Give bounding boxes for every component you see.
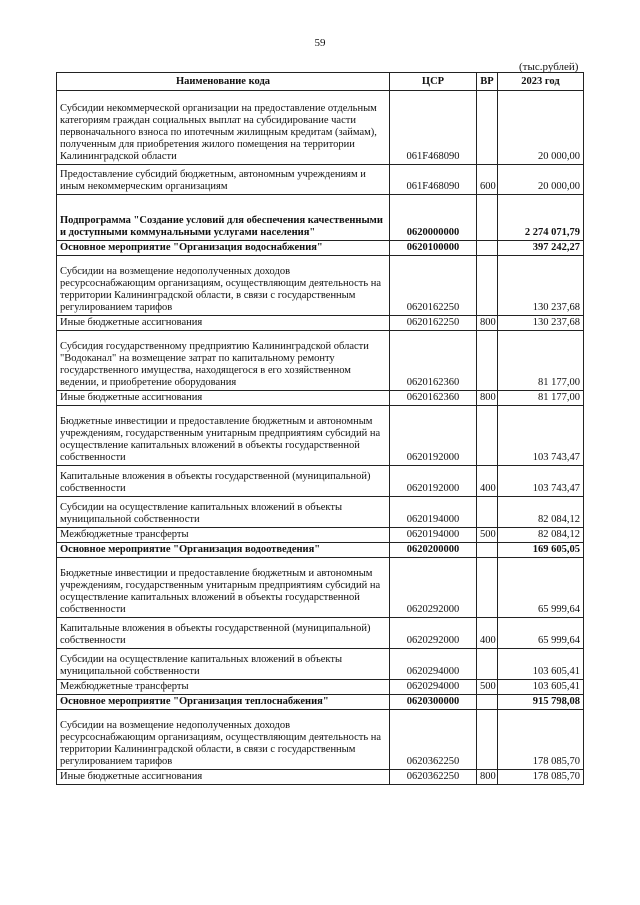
table-row: [57, 91, 584, 165]
row-name: Субсидии некоммерческой организации на предоставление отдельным категориям граждан социальных выплат на субсидирование части первоначального взноса по ипотечным жилищным кредитам (займам), полученным для приобретения жилого помещения на территории Калининградской области: [57, 91, 390, 165]
row-name: Предоставление субсидий бюджетным, автономным учреждениям и иным некоммерческим организациям: [57, 165, 390, 195]
row-name: Субсидии на возмещение недополученных доходов ресурсоснабжающим организациям, осуществляющим деятельность на территории Калининградской области, в связи с государственным регулированием тарифов: [57, 256, 390, 316]
row-vr: 400: [477, 466, 498, 497]
row-name: Субсидии на возмещение недополученных доходов ресурсоснабжающим организациям, осуществляющим деятельность на территории Калининградской области, в связи с государственным регулированием тарифов: [57, 710, 390, 770]
row-amount: 130 237,68: [498, 316, 584, 331]
row-vr: [477, 497, 498, 528]
row-vr: 800: [477, 391, 498, 406]
row-csr: 0620000000: [390, 195, 477, 241]
row-csr: 0620162250: [390, 256, 477, 316]
row-name: Основное мероприятие "Организация водоотведения": [57, 543, 390, 558]
row-amount: 178 085,70: [498, 770, 584, 785]
table-row: [57, 497, 584, 528]
row-csr: 0620162360: [390, 331, 477, 391]
row-vr: 600: [477, 165, 498, 195]
row-vr: [477, 649, 498, 680]
table-row: [57, 558, 584, 618]
header-csr: ЦСР: [390, 73, 477, 91]
row-amount: 169 605,05: [498, 543, 584, 558]
row-name: Основное мероприятие "Организация водоснабжения": [57, 241, 390, 256]
row-csr: 0620162250: [390, 316, 477, 331]
row-amount: 397 242,27: [498, 241, 584, 256]
table-row: [57, 680, 584, 695]
table-header-row: [57, 73, 584, 91]
row-name: Субсидии на осуществление капитальных вложений в объекты муниципальной собственности: [57, 649, 390, 680]
row-amount: 103 743,47: [498, 466, 584, 497]
row-amount: 103 743,47: [498, 406, 584, 466]
table-row: [57, 695, 584, 710]
row-name: Иные бюджетные ассигнования: [57, 391, 390, 406]
row-amount: 915 798,08: [498, 695, 584, 710]
row-csr: 061F468090: [390, 165, 477, 195]
table-row: [57, 331, 584, 391]
row-csr: 0620300000: [390, 695, 477, 710]
row-amount: 82 084,12: [498, 497, 584, 528]
header-year: 2023 год: [498, 73, 584, 91]
table-row: [57, 543, 584, 558]
table-row: [57, 256, 584, 316]
row-amount: 81 177,00: [498, 331, 584, 391]
table-row: [57, 618, 584, 649]
row-amount: 178 085,70: [498, 710, 584, 770]
table-row: [57, 406, 584, 466]
row-csr: 0620362250: [390, 710, 477, 770]
row-name: Межбюджетные трансферты: [57, 680, 390, 695]
row-name: Бюджетные инвестиции и предоставление бюджетным и автономным учреждениям, государственным унитарным предприятиям субсидий на осуществление капитальных вложений в объекты государственной собственности: [57, 406, 390, 466]
row-vr: [477, 195, 498, 241]
row-amount: 81 177,00: [498, 391, 584, 406]
row-vr: [477, 256, 498, 316]
row-amount: 2 274 071,79: [498, 195, 584, 241]
row-vr: 500: [477, 528, 498, 543]
row-amount: 130 237,68: [498, 256, 584, 316]
header-vr: ВР: [477, 73, 498, 91]
row-csr: 0620192000: [390, 406, 477, 466]
row-amount: 103 605,41: [498, 680, 584, 695]
row-name: Субсидии на осуществление капитальных вложений в объекты муниципальной собственности: [57, 497, 390, 528]
row-amount: 65 999,64: [498, 618, 584, 649]
row-name: Иные бюджетные ассигнования: [57, 316, 390, 331]
table-row: [57, 241, 584, 256]
table-row: [57, 316, 584, 331]
table-row: [57, 195, 584, 241]
row-csr: 0620100000: [390, 241, 477, 256]
page-number: 59: [314, 37, 326, 49]
row-vr: [477, 331, 498, 391]
row-vr: [477, 695, 498, 710]
units-label: (тыс.рублей): [519, 61, 579, 73]
row-csr: 0620362250: [390, 770, 477, 785]
row-vr: [477, 558, 498, 618]
row-csr: 0620294000: [390, 649, 477, 680]
table-row: [57, 165, 584, 195]
table-row: [57, 391, 584, 406]
row-amount: 103 605,41: [498, 649, 584, 680]
table-row: [57, 770, 584, 785]
row-name: Подпрограмма "Создание условий для обеспечения качественными и доступными коммунальными услугами населения": [57, 195, 390, 241]
row-csr: 0620294000: [390, 680, 477, 695]
row-csr: 0620292000: [390, 558, 477, 618]
row-name: Бюджетные инвестиции и предоставление бюджетным и автономным учреждениям, государственным унитарным предприятиям субсидий на осуществление капитальных вложений в объекты государственной собственности: [57, 558, 390, 618]
row-vr: [477, 406, 498, 466]
row-vr: 500: [477, 680, 498, 695]
table-body: [57, 91, 584, 785]
row-name: Субсидия государственному предприятию Калининградской области "Водоканал" на возмещение затрат по капитальному ремонту государственного имущества, находящегося в его хозяйственном ведении, и приобретение оборудования: [57, 331, 390, 391]
row-vr: 800: [477, 770, 498, 785]
budget-table: [56, 72, 584, 785]
row-amount: 65 999,64: [498, 558, 584, 618]
row-vr: [477, 241, 498, 256]
row-vr: 400: [477, 618, 498, 649]
row-amount: 20 000,00: [498, 91, 584, 165]
table-row: [57, 528, 584, 543]
row-name: Межбюджетные трансферты: [57, 528, 390, 543]
row-csr: 0620292000: [390, 618, 477, 649]
row-vr: 800: [477, 316, 498, 331]
row-amount: 20 000,00: [498, 165, 584, 195]
row-csr: 061F468090: [390, 91, 477, 165]
header-name: Наименование кода: [57, 73, 390, 91]
row-csr: 0620162360: [390, 391, 477, 406]
row-name: Капитальные вложения в объекты государственной (муниципальной) собственности: [57, 618, 390, 649]
row-vr: [477, 91, 498, 165]
table-row: [57, 710, 584, 770]
row-csr: 0620192000: [390, 466, 477, 497]
table-row: [57, 466, 584, 497]
row-vr: [477, 543, 498, 558]
row-name: Основное мероприятие "Организация теплоснабжения": [57, 695, 390, 710]
table-row: [57, 649, 584, 680]
row-name: Капитальные вложения в объекты государственной (муниципальной) собственности: [57, 466, 390, 497]
row-name: Иные бюджетные ассигнования: [57, 770, 390, 785]
row-vr: [477, 710, 498, 770]
row-csr: 0620194000: [390, 528, 477, 543]
row-csr: 0620194000: [390, 497, 477, 528]
row-csr: 0620200000: [390, 543, 477, 558]
row-amount: 82 084,12: [498, 528, 584, 543]
